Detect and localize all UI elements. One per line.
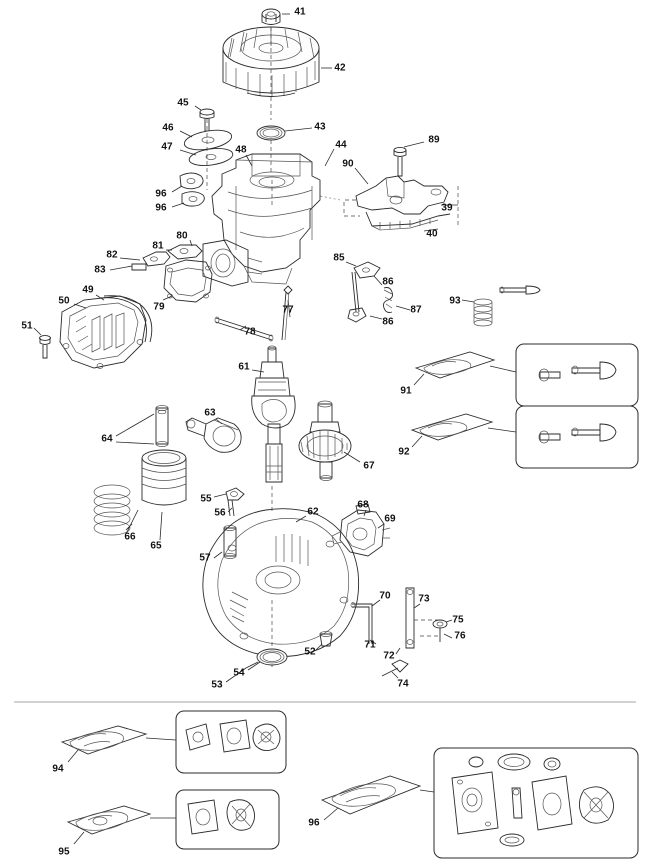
callout-81: 81 [152, 240, 164, 252]
callout-95: 95 [58, 846, 70, 858]
callout-73: 73 [418, 593, 430, 605]
part-43-bearing-ring [257, 126, 285, 140]
callout-89: 89 [428, 134, 440, 146]
callout-68: 68 [357, 499, 369, 511]
part-39-40-governor-assembly [356, 176, 453, 230]
callout-77: 77 [282, 304, 294, 316]
part-92-valve-kit-bag [412, 414, 492, 440]
callout-90: 90 [342, 158, 354, 170]
callout-70: 70 [379, 590, 391, 602]
callout-71: 71 [364, 639, 376, 651]
part-75-76-pin [433, 620, 447, 642]
callout-52: 52 [304, 646, 316, 658]
callout-45: 45 [177, 97, 189, 109]
part-49-50-head-cover [60, 296, 152, 369]
callout-94: 94 [52, 763, 64, 775]
part-61-crankshaft [252, 346, 295, 482]
callout-96-upper: 96 [155, 188, 167, 200]
part-93-valve-spring [474, 299, 492, 326]
part-63-connecting-rod [186, 418, 241, 452]
part-95-diaphragm-kit-bag [68, 806, 150, 834]
part-96-clip-upper [180, 173, 203, 189]
part-65-piston [142, 450, 186, 505]
callout-49: 49 [82, 284, 94, 296]
callout-87: 87 [410, 304, 422, 316]
callout-53: 53 [211, 679, 223, 691]
callout-44: 44 [335, 139, 347, 151]
callout-91: 91 [400, 385, 412, 397]
part-70-71-control-rod [351, 603, 372, 645]
callout-63: 63 [204, 407, 216, 419]
part-83-pin [132, 264, 146, 270]
callout-82: 82 [106, 249, 118, 261]
callout-51: 51 [21, 320, 33, 332]
callout-64: 64 [101, 433, 113, 445]
callout-47: 47 [161, 141, 173, 153]
callout-85: 85 [333, 252, 345, 264]
callout-41: 41 [294, 6, 306, 18]
callout-50: 50 [58, 295, 70, 307]
callout-56: 56 [214, 507, 226, 519]
callout-67: 67 [363, 460, 375, 472]
callout-69: 69 [384, 513, 396, 525]
part-51-bolt [40, 336, 51, 358]
callout-46: 46 [162, 122, 174, 134]
part-91-valve-kit-bag [416, 352, 494, 378]
part-67-camshaft [299, 401, 351, 481]
part-94-gasket-kit-bag [62, 726, 146, 754]
part-53-54-oil-seal [257, 649, 287, 665]
callout-57: 57 [199, 552, 211, 564]
callout-86-lower: 86 [382, 316, 394, 328]
part-89-bolt [394, 147, 406, 176]
callout-42: 42 [334, 62, 346, 74]
callout-83: 83 [94, 264, 106, 276]
callout-78: 78 [244, 326, 256, 338]
callout-79: 79 [153, 301, 165, 313]
callout-74: 74 [397, 678, 409, 690]
part-62-crankcase-cover [203, 506, 359, 657]
part-66-piston-rings [94, 485, 130, 535]
part-41-nut [262, 9, 280, 25]
callout-76: 76 [454, 630, 466, 642]
part-44-cylinder-block [203, 154, 320, 286]
callout-96-lower: 96 [155, 202, 167, 214]
callout-93: 93 [449, 295, 461, 307]
part-64-piston-pin [156, 406, 168, 447]
callout-62: 62 [307, 506, 319, 518]
callout-40: 40 [426, 228, 438, 240]
callout-96-carb: 96 [308, 817, 320, 829]
part-85-86-87-linkage [348, 262, 393, 322]
callout-43: 43 [314, 121, 326, 133]
callout-61: 61 [238, 361, 250, 373]
part-valve-upper-right [500, 286, 540, 294]
callout-48: 48 [235, 144, 247, 156]
callout-75: 75 [452, 614, 464, 626]
callout-92: 92 [398, 446, 410, 458]
part-79-gasket [164, 260, 212, 302]
callout-86-upper: 86 [382, 276, 394, 288]
callout-65: 65 [150, 540, 162, 552]
callout-72: 72 [383, 650, 395, 662]
callout-39: 39 [441, 202, 453, 214]
callout-80: 80 [176, 230, 188, 242]
callout-55: 55 [200, 493, 212, 505]
callout-66: 66 [124, 531, 136, 543]
part-96-clip-lower [182, 192, 204, 206]
part-57-oil-plug [224, 526, 236, 559]
part-96-carburetor-kit-bag [322, 776, 420, 814]
callout-54: 54 [233, 667, 245, 679]
